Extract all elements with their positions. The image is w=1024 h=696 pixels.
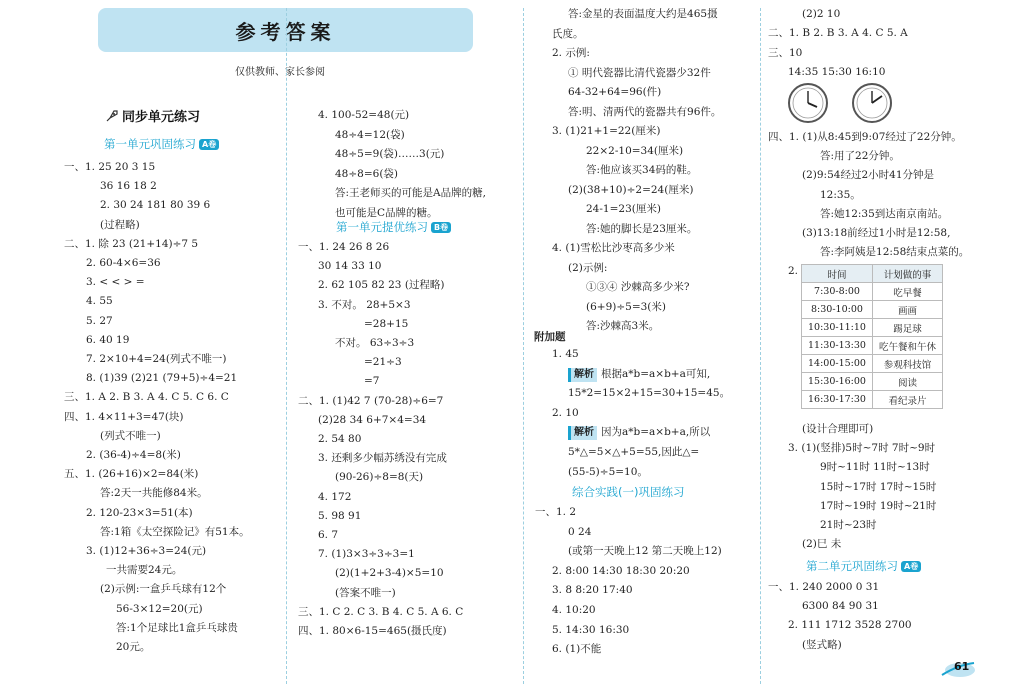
answer-line: 答:他应该买34码的鞋。 (586, 164, 698, 176)
answer-line: (2)2 10 (802, 8, 841, 20)
answer-line: (55-5)÷5=10。 (568, 465, 648, 478)
badge: B卷 (431, 222, 451, 233)
answer-line: ① 明代瓷器比清代瓷器少32件 (568, 66, 711, 79)
answer-line: 14:35 15:30 16:10 (788, 66, 886, 79)
table-cell: 参观科技馆 (872, 355, 942, 373)
answer-line: 五、1. (26+16)×2=84(米) (64, 468, 199, 481)
answer-line: 答:王老师买的可能是A品牌的糖, (335, 187, 486, 199)
answer-line: ①③④ 沙棘高多少米? (586, 281, 690, 293)
answer-line: 3. < < > = (86, 276, 145, 289)
answer-line: 3. 不对。 28+5×3 (318, 298, 411, 311)
answer-line: 答:金星的表面温度大约是465摄 (568, 8, 718, 20)
answer-line: 解析 因为a*b=a×b+a,所以 (568, 425, 710, 440)
column-divider (760, 8, 761, 684)
table-row (802, 391, 943, 409)
answer-line: 6. 40 19 (86, 333, 130, 346)
answer-line: 2. 8:00 14:30 18:30 20:20 (552, 564, 690, 577)
answer-line: (2)示例: (568, 261, 608, 274)
table-cell: 画画 (872, 301, 942, 319)
answer-line: 6. 7 (318, 529, 339, 541)
answer-line: 5*△=5×△+5=55,因此△= (568, 446, 700, 458)
answer-line: 一共需要24元。 (106, 564, 183, 577)
answer-line: 6300 84 90 31 (802, 600, 879, 613)
answer-line: 5. 98 91 (318, 509, 362, 522)
page-number-badge: 61 (940, 659, 976, 679)
answer-line: 一、1. 25 20 3 15 (64, 161, 156, 173)
answer-line: 3. 还剩多少幅苏绣没有完成 (318, 452, 447, 465)
answer-line: (2)(38+10)÷2=24(厘米) (568, 183, 694, 196)
answer-line: =28+15 (364, 317, 409, 330)
unit-heading: 第二单元巩固练习 A卷 (806, 558, 921, 574)
table-row (802, 301, 943, 319)
answer-line: 0 24 (568, 525, 592, 538)
answer-line: =7 (364, 375, 380, 388)
answer-line: 36 16 18 2 (100, 180, 157, 193)
answer-line: 17时~19时 19时~21时 (820, 499, 937, 512)
answer-line: 30 14 33 10 (318, 260, 382, 273)
explanation-label: 解析 (568, 426, 597, 440)
answer-line: 8. (1)39 (2)21 (79+5)÷4=21 (86, 372, 238, 385)
answer-line: 56-3×12=20(元) (116, 602, 203, 615)
table-row (802, 283, 943, 301)
answer-line: (2)巳 未 (802, 538, 842, 551)
answer-line: 一、1. 240 2000 0 31 (768, 581, 880, 593)
answer-line: 5. 14:30 16:30 (552, 623, 630, 636)
badge: A卷 (901, 561, 921, 572)
answer-line: 3. (1)12+36÷3=24(元) (86, 545, 207, 557)
answer-line: 解析 根据a*b=a×b+a可知, (568, 367, 710, 382)
answer-line: 不对。 63÷3÷3 (335, 337, 415, 349)
table-cell: 阅读 (872, 373, 942, 391)
answer-line: 4. 10:20 (552, 604, 596, 616)
table-cell: 11:30-13:30 (802, 337, 873, 355)
answer-line: (2)(1+2+3-4)×5=10 (335, 567, 444, 580)
answer-line: 一、1. 2 (535, 506, 577, 518)
column-divider (286, 8, 287, 684)
answer-line: 2. 111 1712 3528 2700 (788, 619, 912, 632)
table-cell: 14:00-15:00 (802, 355, 873, 373)
table-cell: 吃早餐 (872, 283, 942, 301)
table-header: 计划做的事 (872, 265, 942, 283)
unit-heading: 第一单元提优练习 B卷 (336, 219, 451, 235)
answer-line: 三、1. A 2. B 3. A 4. C 5. C 6. C (64, 391, 229, 404)
answer-line: 3. (1)21+1=22(厘米) (552, 125, 661, 137)
answer-line: 答:李阿姨是12:58结束点菜的。 (820, 246, 970, 259)
answer-line: 二、1. B 2. B 3. A 4. C 5. A (768, 27, 908, 40)
answer-line: (2)9:54经过2小时41分钟是 (802, 169, 934, 182)
answer-line: (90-26)÷8=8(天) (335, 471, 424, 484)
answer-line: 4. 172 (318, 490, 352, 503)
answer-line: (2)28 34 6+7×4=34 (318, 413, 427, 426)
answer-line: (过程略) (100, 218, 140, 231)
answer-line: 1. 45 (552, 348, 579, 360)
answer-line: 4. (1)雪松比沙枣高多少米 (552, 242, 675, 254)
answer-line: 答:用了22分钟。 (820, 150, 900, 163)
answer-line: 6. (1)不能 (552, 643, 602, 656)
answer-line: 四、1. 80×6-15=465(摄氏度) (298, 625, 447, 637)
table-cell: 8:30-10:00 (802, 301, 873, 319)
answer-line: 2. 60-4×6=36 (86, 257, 161, 269)
table-row (802, 355, 943, 373)
answer-line: (答案不唯一) (335, 586, 396, 599)
answer-line: 一、1. 24 26 8 26 (298, 241, 390, 253)
answer-line: 答:她的脚长是23厘米。 (586, 222, 698, 235)
answer-line: 9时~11时 11时~13时 (820, 461, 930, 474)
page-title: 参考答案 (235, 19, 336, 44)
answer-line: 2. (788, 265, 799, 278)
answer-line: 7. (1)3×3÷3÷3=1 (318, 548, 415, 561)
answer-line: 15*2=15×2+15=30+15=45。 (568, 387, 731, 400)
answer-line: 48÷4=12(袋) (335, 128, 405, 141)
answer-line: 2. 30 24 181 80 39 6 (100, 199, 211, 212)
answer-line: 2. 62 105 82 23 (过程略) (318, 279, 445, 292)
schedule-table (801, 264, 943, 409)
answer-line: (3)13:18前经过1小时是12:58, (802, 227, 951, 239)
answer-line: 3. 8 8:20 17:40 (552, 584, 633, 597)
answer-line: 48÷5=9(袋)……3(元) (335, 148, 445, 160)
table-cell: 看纪录片 (872, 391, 942, 409)
answer-line: 5. 27 (86, 314, 113, 327)
answer-line: 答:1个足球比1盒乒乓球贵 (116, 621, 238, 634)
answer-line: 4. 100-52=48(元) (318, 109, 410, 121)
table-header: 时间 (802, 265, 873, 283)
note-text: 仅供教师、家长参阅 (235, 67, 325, 78)
badge: A卷 (199, 139, 219, 150)
table-cell: 16:30-17:30 (802, 391, 873, 409)
answer-line: =21÷3 (364, 356, 402, 369)
clock-icon (787, 82, 829, 124)
table-cell: 踢足球 (872, 319, 942, 337)
answer-line: (列式不唯一) (100, 429, 161, 442)
explanation-label: 解析 (568, 368, 597, 382)
answer-line: 三、10 (768, 46, 803, 59)
table-row (802, 319, 943, 337)
table-cell: 10:30-11:10 (802, 319, 873, 337)
answer-line: (2)示例:一盒乒乓球有12个 (100, 583, 227, 596)
answer-line: 22×2-10=34(厘米) (586, 144, 684, 157)
answer-line: 答:明、清两代的瓷器共有96件。 (568, 105, 722, 118)
answer-line: 三、1. C 2. C 3. B 4. C 5. A 6. C (298, 605, 464, 618)
answer-line: 3. (1)(竖排)5时~7时 7时~9时 (788, 442, 936, 455)
answer-line: 2. (36-4)÷4=8(米) (86, 449, 181, 461)
answer-line: (6+9)÷5=3(米) (586, 300, 667, 313)
answer-line: 24-1=23(厘米) (586, 203, 661, 215)
answer-line: (竖式略) (802, 638, 842, 651)
answer-line: 四、1. 4×11+3=47(块) (64, 410, 184, 423)
answer-line: 氏度。 (552, 27, 584, 40)
answer-line: (或第一天晚上12 第二天晚上12) (568, 545, 722, 558)
section-heading: 同步单元练习 (105, 106, 200, 125)
answer-line: 48÷8=6(袋) (335, 167, 399, 180)
answer-line: 2. 54 80 (318, 433, 362, 445)
table-row (802, 373, 943, 391)
answer-line: (设计合理即可) (802, 423, 874, 435)
extra-heading: 附加题 (534, 331, 566, 343)
table-cell: 7:30-8:00 (802, 283, 873, 301)
answer-line: 64-32+64=96(件) (568, 86, 662, 98)
table-cell: 吃午餐和午休 (872, 337, 942, 355)
answer-line: 答:沙棘高3米。 (586, 320, 660, 332)
answer-line: 4. 55 (86, 295, 113, 308)
answer-line: 答:2天一共能修84米。 (100, 487, 208, 500)
rocket-icon (105, 109, 119, 123)
unit-heading: 综合实践(一)巩固练习 (572, 485, 685, 499)
answer-line: 12:35。 (820, 188, 861, 201)
answer-line: 2. 示例: (552, 47, 590, 59)
answer-line: 二、1. 除 23 (21+14)÷7 5 (64, 237, 199, 250)
answer-line: 二、1. (1)42 7 (70-28)÷6=7 (298, 394, 444, 407)
clock-icon (851, 82, 893, 124)
answer-line: 2. 120-23×3=51(本) (86, 506, 193, 519)
answer-line: 2. 10 (552, 406, 579, 419)
answer-line: 答:她12:35到达南京南站。 (820, 207, 949, 220)
answer-line: 21时~23时 (820, 519, 877, 531)
answer-line: 20元。 (116, 641, 151, 653)
answer-line: 15时~17时 17时~15时 (820, 480, 937, 493)
answer-line: 四、1. (1)从8:45到9:07经过了22分钟。 (768, 131, 962, 143)
answer-line: 答:1箱《太空探险记》有51本。 (100, 525, 250, 538)
unit-heading: 第一单元巩固练习 A卷 (104, 136, 219, 152)
answer-line: 7. 2×10+4=24(列式不唯一) (86, 353, 227, 365)
answer-line: 也可能是C品牌的糖。 (335, 206, 438, 219)
column-divider (523, 8, 524, 684)
table-cell: 15:30-16:00 (802, 373, 873, 391)
table-row (802, 337, 943, 355)
